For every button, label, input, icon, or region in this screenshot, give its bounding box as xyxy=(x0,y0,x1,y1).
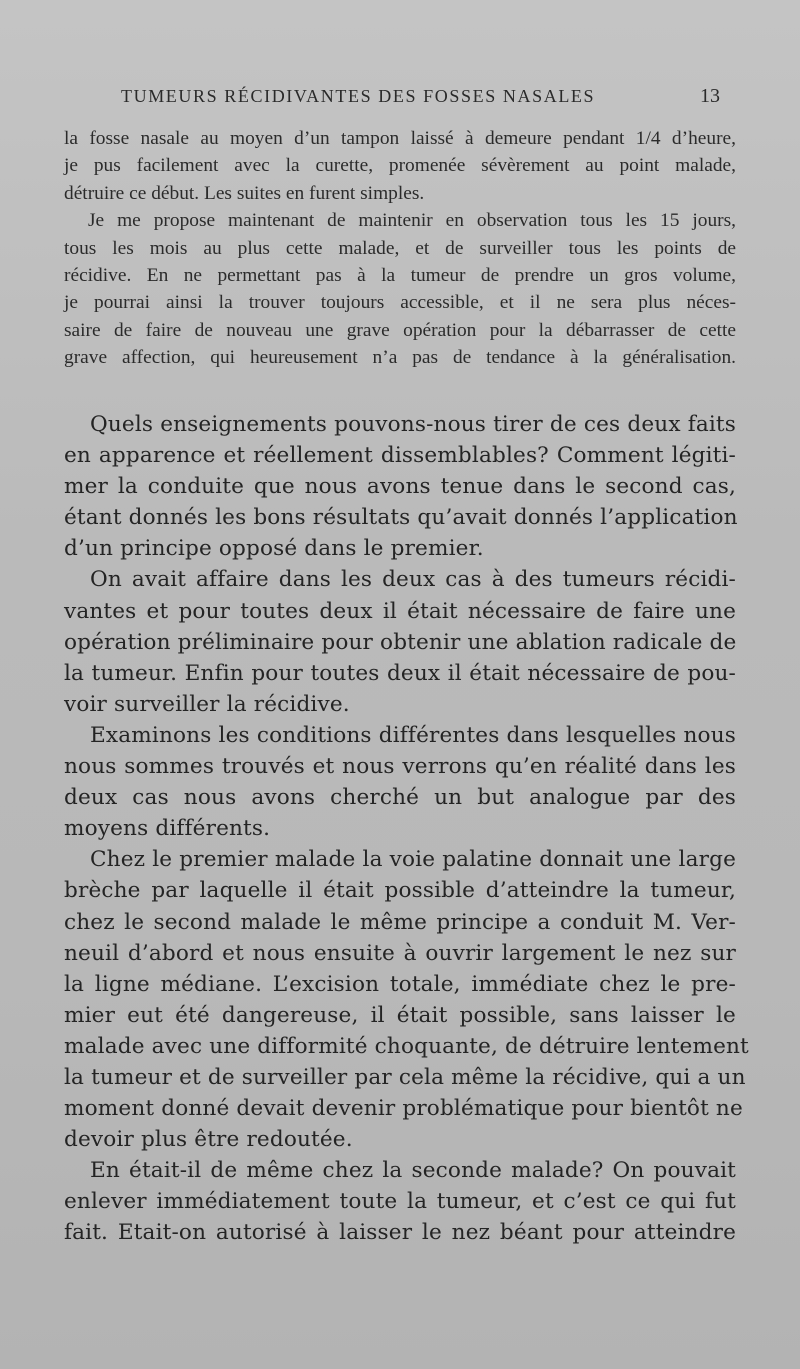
text-line: tous les mois au plus cette malade, et de surveiller tous les points de xyxy=(64,237,736,259)
text-line: je pus facilement avec la curette, promenée sévèrement au point malade, xyxy=(64,155,736,177)
text-line: détruire ce début. Les suites en furent simples. xyxy=(64,182,425,204)
text-line: récidive. En ne permettant pas à la tumeur de prendre un gros volume, xyxy=(64,265,736,287)
text-line: Examinons les conditions différentes dans lesquelles nous xyxy=(90,722,736,748)
text-line: moment donné devait devenir problématique pour bientôt ne xyxy=(64,1096,743,1122)
text-line: mer la conduite que nous avons tenue dans le second cas, xyxy=(64,474,736,500)
text-line: nous sommes trouvés et nous verrons qu’en réalité dans les xyxy=(64,754,736,780)
text-line: je pourrai ainsi la trouver toujours accessible, et il ne sera plus néces- xyxy=(64,292,736,314)
running-title: TUMEURS RÉCIDIVANTES DES FOSSES NASALES xyxy=(121,86,596,106)
text-line: chez le second malade le même principe a conduit M. Ver- xyxy=(64,909,736,935)
text-line: fait. Etait-on autorisé à laisser le nez béant pour atteindre xyxy=(64,1220,736,1246)
text-line: grave affection, qui heureusement n’a pas de tendance à la généralisation. xyxy=(64,347,736,369)
observation-continuation xyxy=(64,125,736,372)
text-line: d’un principe opposé dans le premier. xyxy=(64,536,484,562)
text-line: malade avec une difformité choquante, de détruire lentement xyxy=(64,1033,749,1059)
text-line: Quels enseignements pouvons-nous tirer de ces deux faits xyxy=(90,412,736,437)
text-line: brèche par laquelle il était possible d’atteindre la tumeur, xyxy=(64,878,736,904)
text-line: la tumeur. Enfin pour toutes deux il était nécessaire de pou- xyxy=(64,660,736,686)
text-line: enlever immédiatement toute la tumeur, et c’est ce qui fut xyxy=(64,1189,736,1215)
text-line: Chez le premier malade la voie palatine donnait une large xyxy=(90,847,736,873)
text-line: moyens différents. xyxy=(64,816,271,842)
text-line: neuil d’abord et nous ensuite à ouvrir largement le nez sur xyxy=(64,940,736,966)
text-line: la tumeur et de surveiller par cela même la récidive, qui a un xyxy=(64,1064,746,1090)
text-line: la fosse nasale au moyen d’un tampon laissé à demeure pendant 1/4 d’heure, xyxy=(64,128,736,149)
text-line: deux cas nous avons cherché un but analogue par des xyxy=(64,785,736,811)
text-line: devoir plus être redoutée. xyxy=(64,1127,353,1153)
text-line: saire de faire de nouveau une grave opération pour la débarrasser de cette xyxy=(64,319,736,341)
text-line: la ligne médiane. L’excision totale, immédiate chez le pre- xyxy=(64,971,736,997)
text-line: opération préliminaire pour obtenir une ablation radicale de xyxy=(64,629,737,655)
text-line: voir surveiller la récidive. xyxy=(64,691,350,717)
text-line: mier eut été dangereuse, il était possible, sans laisser le xyxy=(64,1002,736,1028)
text-line: Je me propose maintenant de maintenir en observation tous les 15 jours, xyxy=(88,210,736,232)
page-number: 13 xyxy=(700,85,720,107)
text-line: étant donnés les bons résultats qu’avait donnés l’application xyxy=(64,505,738,531)
text-line: en apparence et réellement dissemblables? Comment légiti- xyxy=(64,443,736,469)
text-line: On avait affaire dans les deux cas à des tumeurs récidi- xyxy=(90,567,736,593)
text-line: En était-il de même chez la seconde malade? On pouvait xyxy=(90,1158,736,1184)
running-head xyxy=(0,86,800,116)
text-line: vantes et pour toutes deux il était nécessaire de faire une xyxy=(64,598,736,624)
discussion-text xyxy=(64,409,749,1249)
